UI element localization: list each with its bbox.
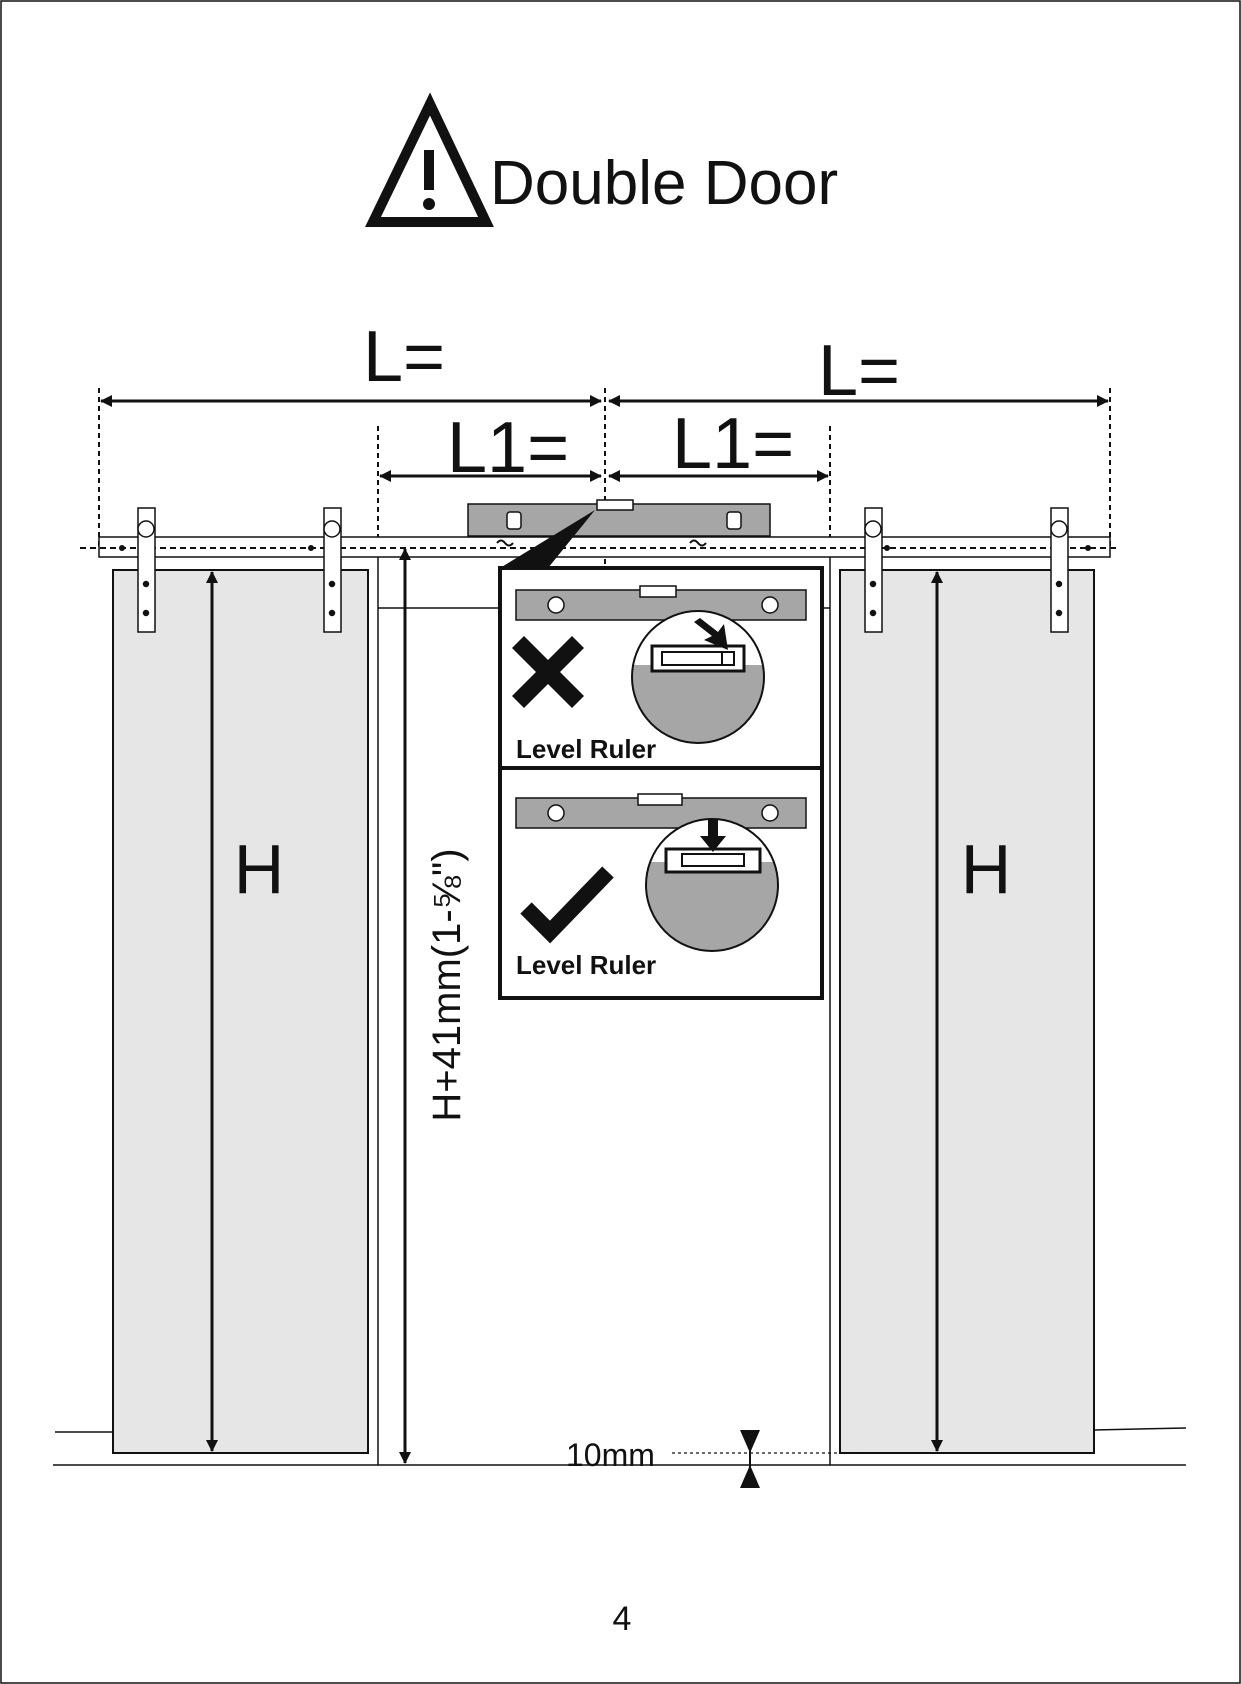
level-ruler-top [468, 500, 770, 536]
track-length-label-left: L= [363, 317, 446, 397]
warning-triangle-icon [373, 104, 486, 222]
level-ruler-correct [516, 794, 806, 828]
right-door-panel [840, 570, 1094, 1453]
hanger-left-2 [324, 508, 341, 632]
left-door-height-label: H [233, 830, 285, 908]
level-ruler-label-correct: Level Ruler [516, 950, 657, 980]
left-door-panel [113, 570, 368, 1453]
opening-height-label: H+41mm(1-⅝") [425, 848, 469, 1122]
right-door-height-label: H [960, 830, 1012, 908]
hanger-right-2 [1051, 508, 1068, 632]
floor-gap-label: 10mm [566, 1437, 655, 1473]
page-number: 4 [612, 1600, 632, 1638]
level-ruler-incorrect [516, 586, 806, 620]
dimension-guides [99, 388, 1110, 590]
center-length-label-right: L1= [672, 404, 795, 484]
page-title: Double Door [490, 149, 839, 218]
hanger-left-1 [138, 508, 155, 632]
hanger-right-1 [865, 508, 882, 632]
level-check-callout [500, 568, 822, 998]
track-length-label-right: L= [818, 331, 901, 411]
level-ruler-label-incorrect: Level Ruler [516, 734, 657, 764]
page-header [373, 104, 838, 222]
floor-gap-indicator [566, 1430, 760, 1488]
center-length-label-left: L1= [447, 408, 570, 488]
track-rail [80, 537, 1120, 557]
